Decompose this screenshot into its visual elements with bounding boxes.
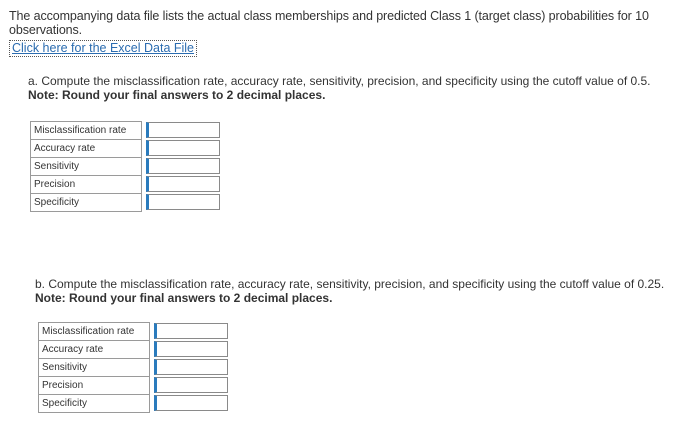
row-label-specificity: Specificity — [31, 194, 142, 212]
part-a-specificity-input[interactable] — [146, 194, 220, 210]
excel-data-file-link[interactable]: Click here for the Excel Data File — [9, 40, 197, 57]
part-b-specificity-input[interactable] — [154, 395, 228, 411]
row-label-accuracy-rate: Accuracy rate — [39, 341, 150, 359]
part-b-note: Note: Round your final answers to 2 decimal places. — [35, 291, 333, 305]
part-a-accuracy-rate-input[interactable] — [146, 140, 220, 156]
row-label-misclassification-rate: Misclassification rate — [31, 122, 142, 140]
table-row — [39, 377, 229, 395]
part-b-accuracy-rate-input[interactable] — [154, 341, 228, 357]
row-label-precision: Precision — [39, 377, 150, 395]
table-row — [39, 395, 229, 413]
table-row — [31, 140, 221, 158]
table-row — [39, 341, 229, 359]
table-row — [31, 158, 221, 176]
row-label-accuracy-rate: Accuracy rate — [31, 140, 142, 158]
part-a-note: Note: Round your final answers to 2 decimal places. — [28, 88, 326, 102]
row-label-sensitivity: Sensitivity — [39, 359, 150, 377]
part-b-answer-table — [38, 322, 229, 413]
part-a-question: a. Compute the misclassification rate, accuracy rate, sensitivity, precision, and specificity using the cutoff value of 0.5. — [28, 74, 651, 88]
row-label-misclassification-rate: Misclassification rate — [39, 323, 150, 341]
row-label-sensitivity: Sensitivity — [31, 158, 142, 176]
part-a-answer-table — [30, 121, 221, 212]
intro-text: The accompanying data file lists the actual class memberships and predicted Class 1 (target class) probabilities for 10 observations. — [9, 9, 649, 37]
part-b-sensitivity-input[interactable] — [154, 359, 228, 375]
part-b-precision-input[interactable] — [154, 377, 228, 393]
table-row — [39, 323, 229, 341]
part-b-question: b. Compute the misclassification rate, accuracy rate, sensitivity, precision, and specificity using the cutoff value of 0.25. — [35, 277, 665, 291]
table-row — [31, 194, 221, 212]
table-row — [31, 122, 221, 140]
part-b-misclassification-rate-input[interactable] — [154, 323, 228, 339]
part-a-precision-input[interactable] — [146, 176, 220, 192]
part-a-sensitivity-input[interactable] — [146, 158, 220, 174]
table-row — [31, 176, 221, 194]
row-label-precision: Precision — [31, 176, 142, 194]
table-row — [39, 359, 229, 377]
part-a-misclassification-rate-input[interactable] — [146, 122, 220, 138]
row-label-specificity: Specificity — [39, 395, 150, 413]
